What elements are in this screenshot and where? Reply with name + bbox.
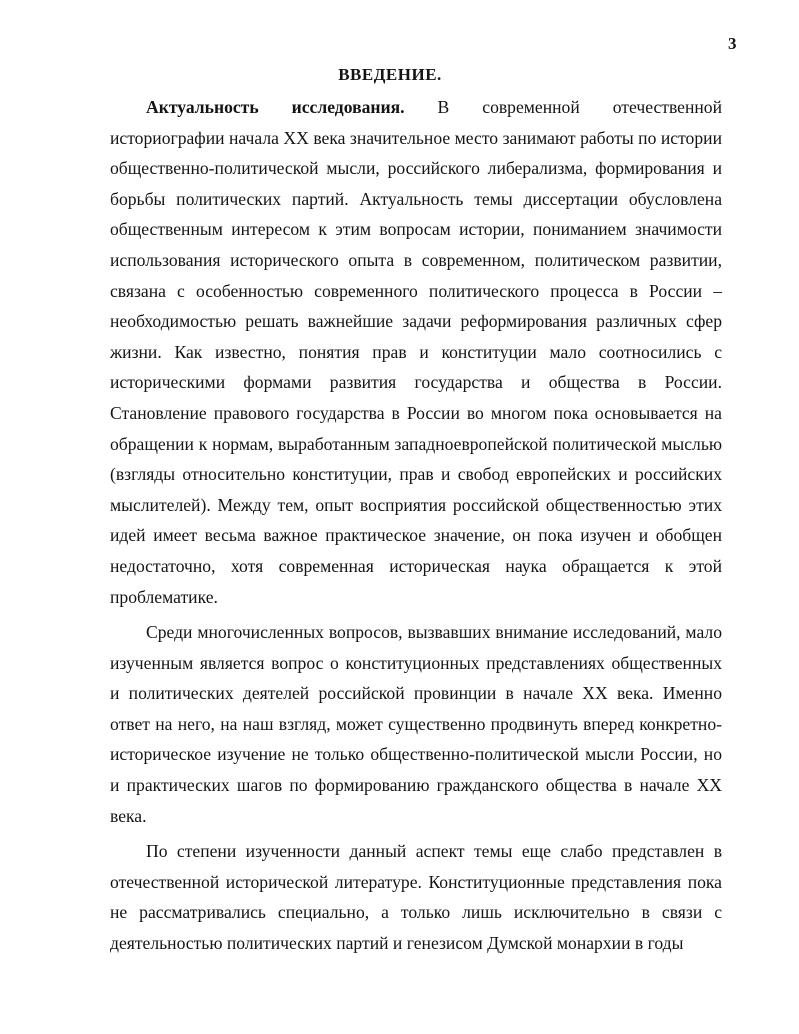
paragraph-relevance	[110, 92, 722, 612]
page-number: 3	[728, 34, 737, 53]
paragraph-degree-of-study	[110, 836, 722, 958]
paragraph-lead: Актуальность исследования.	[146, 97, 405, 117]
paragraph-text: По степени изученности данный аспект темы еще слабо представлен в отечественной исторической литературе. Конституционные представления пока не рассматривались специально, а только лишь исключительно в связи с деятельностью политических партий и генезисом Думской монархии в годы	[110, 841, 722, 954]
paragraph-text: В современной отечественной историографии начала XX века значительное место занимают работы по истории общественно-политической мысли, российского либерализма, формирования и борьбы политических партий. Актуальность темы диссертации обусловлена общественным интересом к этим вопросам истории, пониманием значимости использования исторического опыта в современном, политическом развитии, связана с особенностью современного политического процесса в России – необходимостью решать важнейшие задачи реформирования различных сфер жизни. Как известно, понятия прав и конституции мало соотносились с историческими формами развития государства и общества в России. Становление правового государства в России во многом пока основывается на обращении к нормам, выработанным западноевропейской политической мыслью (взгляды относительно конституции, прав и свобод европейских и российских мыслителей). Между тем, опыт восприятия российской общественностью этих идей имеет весьма важное практическое значение, он пока изучен и обобщен недостаточно, хотя современная историческая наука обращается к этой проблематике.	[110, 97, 723, 607]
paragraph-research-question	[110, 617, 722, 831]
paragraph-text: Среди многочисленных вопросов, вызвавших внимание исследований, мало изученным является вопрос о конституционных представлениях общественных и политических деятелей российской провинции в начале XX века. Именно ответ на него, на наш взгляд, может существенно продвинуть вперед конкретно-историческое изучение не только общественно-политической мысли России, но и практических шагов по формированию гражданского общества в начале XX века.	[110, 622, 722, 826]
document-body	[110, 92, 722, 959]
section-heading: ВВЕДЕНИЕ.	[338, 65, 442, 84]
